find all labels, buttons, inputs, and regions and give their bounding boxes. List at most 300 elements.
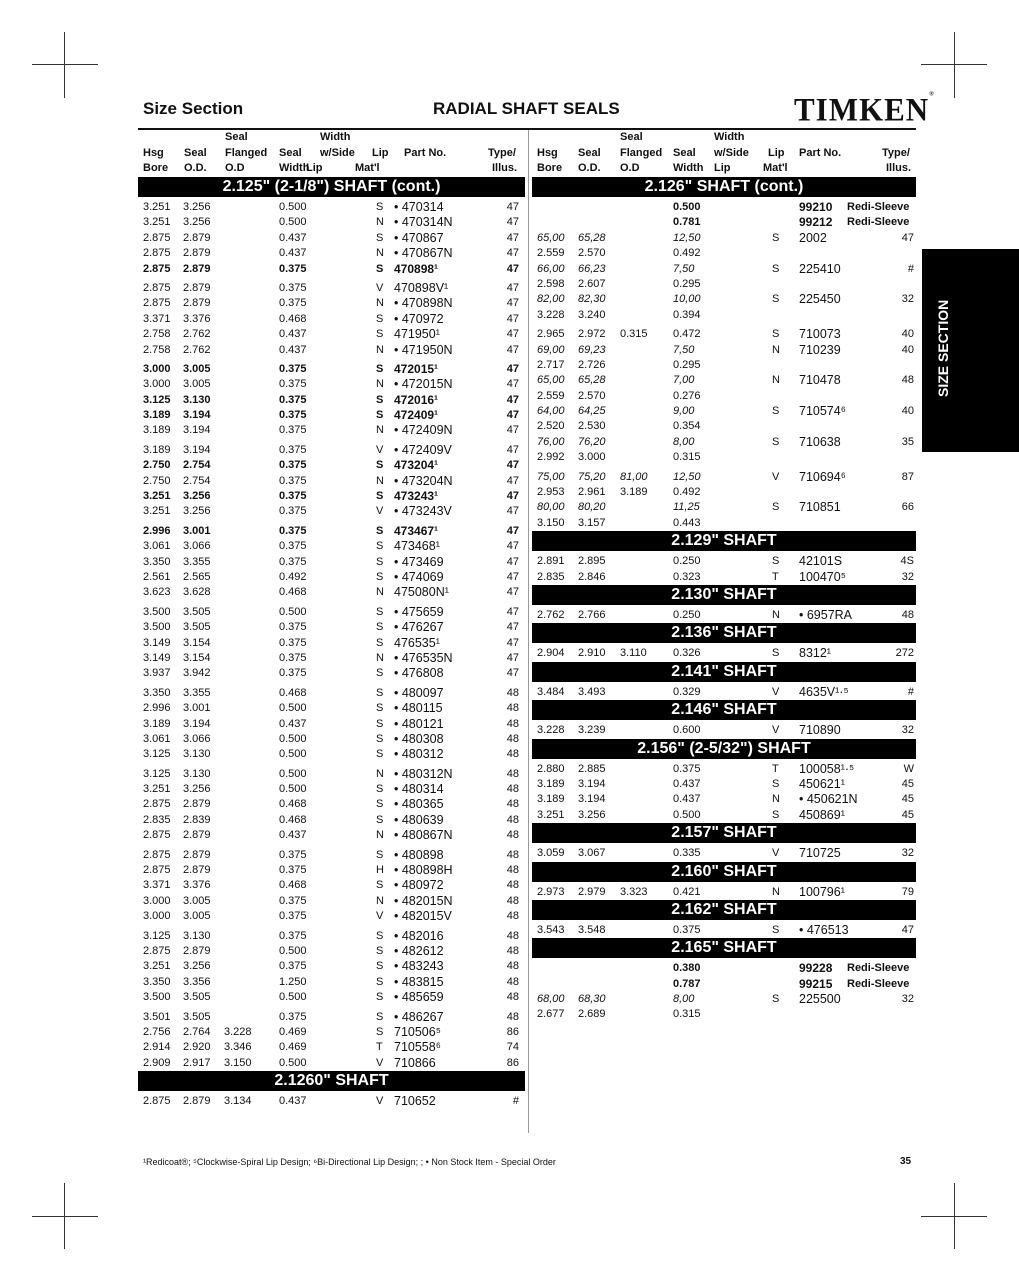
hsg-bore: 3.125 (143, 748, 171, 761)
lip-material: S (772, 435, 780, 448)
table-row (532, 977, 916, 992)
part-number: • 471950N (394, 342, 453, 357)
table-row (138, 848, 525, 863)
hsg-bore: 2.891 (537, 555, 565, 568)
shaft-size-band: 2.160" SHAFT (532, 862, 916, 882)
seal-width: 7,50 (673, 343, 695, 356)
hsg-bore: 82,00 (537, 293, 565, 306)
table-row (532, 470, 916, 485)
table-row (532, 846, 916, 861)
seal-width: 0.468 (279, 813, 307, 826)
part-number: 100796¹ (799, 884, 845, 899)
table-row (532, 516, 916, 531)
seal-width: 0.468 (279, 879, 307, 892)
part-number: 710239 (799, 342, 841, 357)
part-number: • 470867 (394, 230, 444, 245)
seal-width: 0.468 (279, 686, 307, 699)
type-illus: 47 (506, 443, 519, 456)
seal-width: 0.375 (279, 443, 307, 456)
table-row (532, 646, 916, 661)
seal-width: 0.500 (279, 748, 307, 761)
seal-width: 0.787 (673, 977, 701, 990)
type-illus: 47 (506, 555, 519, 568)
type-illus: 48 (506, 767, 519, 780)
type-illus: # (907, 685, 914, 698)
seal-od: 3.005 (183, 362, 211, 375)
seal-width: 0.375 (279, 894, 307, 907)
part-number: 710574⁶ (799, 404, 846, 419)
part-number: 710866 (394, 1055, 436, 1070)
seal-width: 0.469 (279, 1025, 307, 1038)
flanged-od: 3.346 (224, 1041, 252, 1054)
part-number: 99228 (799, 961, 833, 976)
type-illus: 86 (506, 1056, 519, 1069)
hsg-bore: 2.875 (143, 864, 171, 877)
hsg-bore: 2.875 (143, 944, 171, 957)
seal-od: 2.879 (183, 262, 211, 275)
table-row (532, 1007, 916, 1022)
hsg-bore: 3.125 (143, 393, 171, 406)
part-number: • 486267 (394, 1009, 444, 1024)
seal-od: 3.942 (183, 667, 211, 680)
column-divider (528, 130, 529, 1133)
table-row (138, 362, 525, 377)
type-illus: 48 (506, 944, 519, 957)
type-illus: 48 (506, 864, 519, 877)
type-illus: 47 (506, 651, 519, 664)
table-row (532, 570, 916, 585)
part-number: 470898V¹ (394, 280, 449, 295)
part-number: 470898¹ (394, 261, 439, 276)
part-number: 100058¹·⁵ (799, 761, 855, 776)
seal-od: 2.879 (183, 848, 211, 861)
seal-width: 0.375 (279, 848, 307, 861)
lip-material: S (772, 647, 780, 660)
lip-material: S (376, 262, 384, 275)
type-illus: 32 (901, 570, 914, 583)
type-illus: 48 (506, 910, 519, 923)
lip-material: N (376, 297, 384, 310)
table-row (532, 419, 916, 434)
lip-material: T (376, 1041, 383, 1054)
seal-width: 7,00 (673, 374, 695, 387)
type-illus: Redi-Sleeve (847, 977, 910, 990)
hsg-bore: 66,00 (537, 262, 565, 275)
seal-od: 2.565 (183, 570, 211, 583)
table-row (138, 200, 525, 215)
seal-od: 3.005 (183, 378, 211, 391)
seal-width: 0.468 (279, 312, 307, 325)
lip-material: N (772, 793, 780, 806)
flanged-od: 3.134 (224, 1095, 252, 1108)
part-number: • 6957RA (799, 607, 853, 622)
table-row (138, 782, 525, 797)
type-illus: 48 (506, 829, 519, 842)
seal-width: 0.600 (673, 724, 701, 737)
seal-od: 3.355 (183, 555, 211, 568)
hsg-bore: 2.750 (143, 459, 171, 472)
crop-mark (64, 32, 65, 98)
table-row (532, 262, 916, 277)
lip-material: S (376, 540, 384, 553)
seal-od: 3.256 (183, 783, 211, 796)
part-number: 472409¹ (394, 408, 439, 423)
seal-width: 0.323 (673, 570, 701, 583)
hsg-bore: 2.875 (143, 231, 171, 244)
type-illus: 48 (506, 929, 519, 942)
part-number: • 472409N (394, 423, 453, 438)
seal-width: 0.375 (279, 667, 307, 680)
seal-od: 75,20 (578, 470, 606, 483)
table-row (138, 246, 525, 261)
lip-material: S (772, 993, 780, 1006)
table-row (532, 358, 916, 373)
seal-od: 3.239 (578, 724, 606, 737)
column-header: Seal Width Hsg Seal Flanged Seal w/Side Lip Part No. Type/ Bore O.D. O.D Width Lip Mat'l Illus. (537, 131, 912, 174)
part-number: 472016¹ (394, 392, 439, 407)
lip-material: S (772, 555, 780, 568)
table-row (138, 585, 525, 600)
hsg-bore: 3.189 (537, 793, 565, 806)
seal-od: 82,30 (578, 293, 606, 306)
table-row (138, 408, 525, 423)
size-section-tab: SIZE SECTION (922, 249, 1019, 452)
seal-od: 2.961 (578, 486, 606, 499)
seal-od: 2.910 (578, 647, 606, 660)
seal-od: 3.194 (183, 409, 211, 422)
seal-width: 0.394 (673, 308, 701, 321)
type-illus: 40 (901, 343, 914, 356)
lip-material: V (772, 847, 780, 860)
type-illus: 47 (506, 378, 519, 391)
seal-od: 3.157 (578, 516, 606, 529)
table-row (138, 636, 525, 651)
seal-od: 2.689 (578, 1008, 606, 1021)
hsg-bore: 2.758 (143, 328, 171, 341)
table-row (138, 215, 525, 230)
table-row (532, 961, 916, 976)
part-number: • 480867N (394, 828, 453, 843)
seal-width: 0.295 (673, 277, 701, 290)
shaft-size-band: 2.130" SHAFT (532, 585, 916, 605)
seal-width: 0.375 (279, 540, 307, 553)
hsg-bore: 3.189 (143, 443, 171, 456)
type-illus: 47 (506, 570, 519, 583)
part-number: • 476535N (394, 650, 453, 665)
seal-width: 0.437 (279, 1095, 307, 1108)
seal-od: 3.005 (183, 894, 211, 907)
shaft-size-band: 2.1260" SHAFT (138, 1071, 525, 1091)
part-number: • 476808 (394, 666, 444, 681)
seal-od: 3.194 (183, 424, 211, 437)
hsg-bore: 76,00 (537, 435, 565, 448)
table-row (138, 732, 525, 747)
hsg-bore: 3.371 (143, 312, 171, 325)
part-number: 4635V¹·⁵ (799, 684, 849, 699)
seal-width: 0.437 (279, 247, 307, 260)
seal-od: 3.240 (578, 308, 606, 321)
page-number: 35 (900, 1156, 912, 1167)
lip-material: N (376, 343, 384, 356)
lip-material: S (376, 393, 384, 406)
seal-od: 2.879 (183, 944, 211, 957)
hsg-bore: 3.125 (143, 929, 171, 942)
shaft-size-band: 2.126" SHAFT (cont.) (532, 177, 916, 197)
type-illus: 48 (506, 717, 519, 730)
lip-material: N (772, 608, 780, 621)
seal-width: 0.421 (673, 885, 701, 898)
seal-od: 3.001 (183, 702, 211, 715)
hsg-bore: 2.717 (537, 358, 565, 371)
hsg-bore: 2.965 (537, 328, 565, 341)
hsg-bore: 3.371 (143, 879, 171, 892)
part-number: • 482015V (394, 909, 452, 924)
seal-width: 0.375 (279, 262, 307, 275)
part-number: • 480972 (394, 878, 444, 893)
table-row (138, 813, 525, 828)
hsg-bore: 3.149 (143, 636, 171, 649)
lip-material: S (376, 702, 384, 715)
table-row (138, 343, 525, 358)
part-number: 471950¹ (394, 327, 440, 342)
seal-width: 0.500 (279, 944, 307, 957)
part-number: • 470314N (394, 215, 453, 230)
part-number: • 475659 (394, 604, 444, 619)
seal-width: 0.375 (279, 1010, 307, 1023)
hsg-bore: 2.914 (143, 1041, 171, 1054)
hsg-bore: 2.875 (143, 262, 171, 275)
part-number: • 480115 (394, 701, 443, 716)
seal-width: 0.375 (279, 636, 307, 649)
lip-material: N (376, 586, 384, 599)
table-row (138, 909, 525, 924)
type-illus: 48 (506, 702, 519, 715)
footnote: ¹Redicoat®; ⁵Clockwise-Spiral Lip Design; ⁶Bi-Directional Lip Design; ; • Non Stock Item - Special Order (143, 1157, 556, 1167)
table-row (138, 894, 525, 909)
table-row (532, 327, 916, 342)
hsg-bore: 3.350 (143, 555, 171, 568)
seal-width: 0.492 (673, 247, 701, 260)
table-row (532, 554, 916, 569)
lip-material: S (376, 813, 384, 826)
lip-material: S (376, 409, 384, 422)
seal-od: 2.879 (183, 1095, 211, 1108)
type-illus: 48 (506, 1010, 519, 1023)
table-row (138, 555, 525, 570)
table-row (532, 200, 916, 215)
table-row (532, 450, 916, 465)
seal-od: 3.493 (578, 685, 606, 698)
lip-material: N (376, 767, 384, 780)
seal-od: 2.879 (183, 798, 211, 811)
lip-material: S (376, 991, 384, 1004)
seal-width: 0.375 (279, 651, 307, 664)
type-illus: 47 (506, 312, 519, 325)
page-title: RADIAL SHAFT SEALS (433, 99, 620, 118)
seal-width: 0.375 (279, 459, 307, 472)
seal-width: 0.375 (279, 409, 307, 422)
lip-material: S (376, 732, 384, 745)
seal-od: 3.356 (183, 975, 211, 988)
seal-width: 0.468 (279, 586, 307, 599)
seal-width: 0.354 (673, 420, 701, 433)
part-number: • 470867N (394, 246, 453, 261)
lip-material: V (376, 505, 384, 518)
table-row (532, 485, 916, 500)
lip-material: N (376, 829, 384, 842)
part-number: • 480314 (394, 782, 444, 797)
lip-material: S (376, 783, 384, 796)
table-row (532, 404, 916, 419)
table-row (138, 474, 525, 489)
seal-width: 0.500 (673, 201, 701, 213)
table-row (138, 377, 525, 392)
part-number: • 483243 (394, 959, 444, 974)
type-illus: 47 (506, 362, 519, 375)
table-row (138, 1056, 525, 1071)
hsg-bore: 3.251 (537, 808, 565, 821)
lip-material: V (376, 1056, 384, 1069)
seal-od: 3.066 (183, 540, 211, 553)
part-number: • 450621N (799, 792, 858, 807)
hsg-bore: 2.750 (143, 474, 171, 487)
table-row (138, 443, 525, 458)
lip-material: N (376, 651, 384, 664)
hsg-bore: 3.251 (143, 490, 171, 503)
seal-width: 8,00 (673, 435, 695, 448)
seal-width: 0.329 (673, 685, 701, 698)
type-illus: 47 (506, 490, 519, 503)
hsg-bore: 2.875 (143, 297, 171, 310)
crop-mark (954, 1183, 955, 1249)
part-number: 710725 (799, 846, 841, 861)
seal-od: 3.067 (578, 847, 606, 860)
table-row (138, 231, 525, 246)
hsg-bore: 3.228 (537, 724, 565, 737)
seal-width: 0.500 (279, 605, 307, 618)
seal-width: 0.500 (279, 767, 307, 780)
seal-width: 0.295 (673, 358, 701, 371)
part-number: 225410 (799, 261, 841, 276)
type-illus: 47 (506, 262, 519, 275)
seal-od: 65,28 (578, 374, 606, 387)
lip-material: S (376, 312, 384, 325)
seal-od: 2.917 (183, 1056, 211, 1069)
seal-od: 3.066 (183, 732, 211, 745)
part-number: 710506⁵ (394, 1024, 441, 1039)
table-row (532, 435, 916, 450)
hsg-bore: 68,00 (537, 993, 565, 1006)
lip-material: S (376, 717, 384, 730)
lip-material: N (772, 343, 780, 356)
lip-material: H (376, 864, 384, 877)
lip-material: N (376, 216, 384, 229)
hsg-bore: 3.061 (143, 732, 171, 745)
seal-width: 0.500 (279, 702, 307, 715)
part-number: 473468¹ (394, 539, 440, 554)
seal-od: 2.920 (183, 1041, 211, 1054)
table-row (532, 343, 916, 358)
type-illus: 47 (901, 923, 914, 936)
table-row (138, 767, 525, 782)
seal-width: 0.375 (279, 490, 307, 503)
type-illus: 48 (506, 798, 519, 811)
type-illus: 66 (901, 501, 914, 514)
type-illus: 47 (506, 231, 519, 244)
seal-width: 0.500 (279, 991, 307, 1004)
table-row (138, 524, 525, 539)
seal-width: 0.500 (279, 732, 307, 745)
table-row (138, 797, 525, 812)
type-illus: 47 (506, 505, 519, 518)
section-title: Size Section (143, 99, 244, 118)
table-row (138, 990, 525, 1005)
type-illus: 47 (506, 201, 519, 213)
seal-od: 3.505 (183, 605, 211, 618)
seal-width: 9,00 (673, 405, 695, 418)
part-number: • 480365 (394, 797, 444, 812)
seal-od: 2.530 (578, 420, 606, 433)
hsg-bore: 3.189 (143, 409, 171, 422)
hsg-bore: 2.996 (143, 702, 171, 715)
seal-od: 3.154 (183, 636, 211, 649)
part-number: 473467¹ (394, 523, 439, 538)
lip-material: S (376, 201, 384, 213)
hsg-bore: 3.350 (143, 686, 171, 699)
right-column (532, 130, 916, 1023)
table-row (532, 246, 916, 261)
shaft-size-band: 2.125" (2-1/8") SHAFT (cont.) (138, 177, 525, 197)
part-number: 8312¹ (799, 646, 831, 661)
lip-material: S (376, 231, 384, 244)
part-number: • 480312 (394, 747, 444, 762)
hsg-bore: 69,00 (537, 343, 565, 356)
seal-od: 80,20 (578, 501, 606, 514)
flanged-od: 3.323 (620, 885, 648, 898)
part-number: 225450 (799, 292, 841, 307)
table-row (532, 389, 916, 404)
part-number: 710558⁶ (394, 1040, 441, 1055)
flanged-od: 0.315 (620, 328, 648, 341)
seal-od: 2.879 (183, 247, 211, 260)
hsg-bore: 80,00 (537, 501, 565, 514)
lip-material: T (772, 570, 779, 583)
shaft-size-band: 2.156" (2-5/32") SHAFT (532, 739, 916, 759)
lip-material: S (376, 667, 384, 680)
type-illus: 48 (506, 848, 519, 861)
seal-width: 10,00 (673, 293, 701, 306)
hsg-bore: 75,00 (537, 470, 565, 483)
hsg-bore: 2.904 (537, 647, 565, 660)
lip-material: N (772, 885, 780, 898)
lip-material: S (376, 686, 384, 699)
type-illus: # (512, 1095, 519, 1108)
lip-material: S (772, 405, 780, 418)
hsg-bore: 2.992 (537, 451, 565, 464)
seal-od: 2.879 (183, 864, 211, 877)
table-row (138, 620, 525, 635)
table-row (138, 747, 525, 762)
hsg-bore: 3.500 (143, 991, 171, 1004)
hsg-bore: 2.561 (143, 570, 171, 583)
part-number: 473243¹ (394, 489, 439, 504)
part-number: 710851 (799, 500, 841, 515)
table-row (138, 1010, 525, 1025)
table-row (138, 651, 525, 666)
hsg-bore: 3.150 (537, 516, 565, 529)
seal-od: 2.726 (578, 358, 606, 371)
hsg-bore: 2.953 (537, 486, 565, 499)
